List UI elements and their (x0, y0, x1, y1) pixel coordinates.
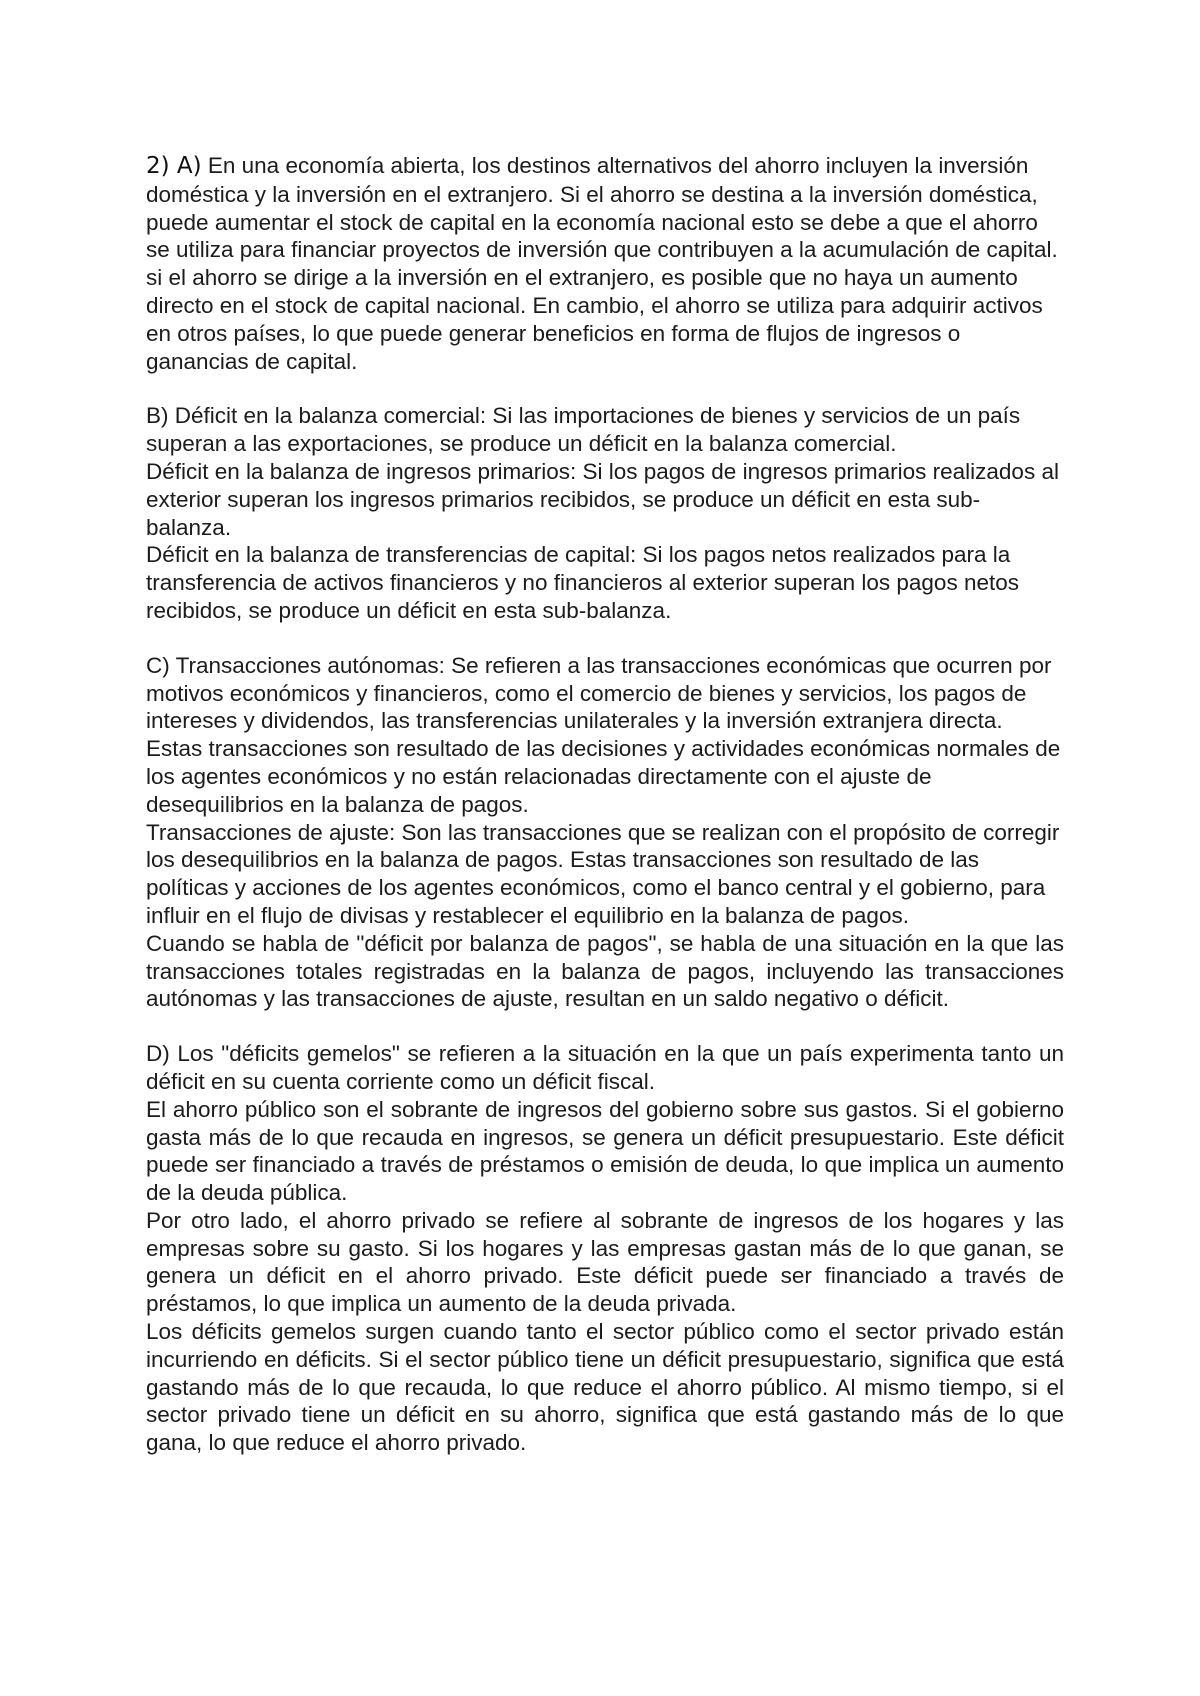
question-label: 2) A) (146, 153, 202, 179)
section-d-paragraph-4: Los déficits gemelos surgen cuando tanto el sector público como el sector privado están incurriendo en déficits. Si el sector público tiene un déficit presupuestario, significa que está gastando más de lo que recauda, lo que reduce el ahorro público. Al mismo tiempo, si el sector privado tiene un déficit en su ahorro, significa que está gastando más de lo que gana, lo que reduce el ahorro privado. (146, 1319, 1064, 1456)
section-d-paragraph-1: D) Los "déficits gemelos" se refieren a la situación en la que un país experimenta tanto un déficit en su cuenta corriente como un déficit fiscal. (146, 1041, 1064, 1094)
section-c (146, 652, 1064, 1013)
section-d-paragraph-2: El ahorro público son el sobrante de ingresos del gobierno sobre sus gastos. Si el gobierno gasta más de lo que recauda en ingresos, se genera un déficit presupuestario. Este déficit puede ser financiado a través de préstamos o emisión de deuda, lo que implica un aumento de la deuda pública. (146, 1096, 1064, 1206)
section-c-paragraph-1: C) Transacciones autónomas: Se refieren a las transacciones económicas que ocurren por motivos económicos y financieros, como el comercio de bienes y servicios, los pagos de intereses y dividendos, las transferencias unilaterales y la inversión extranjera directa. Estas transacciones son resultado de las decisiones y actividades económicas normales de los agentes económicos y no están relacionadas directamente con el ajuste de desequilibrios en la balanza de pagos. (146, 652, 1061, 817)
section-a (146, 152, 1064, 375)
section-c-paragraph-2: Transacciones de ajuste: Son las transacciones que se realizan con el propósito de corregir los desequilibrios en la balanza de pagos. Estas transacciones son resultado de las políticas y acciones de los agentes económicos, como el banco central y el gobierno, para influir en el flujo de divisas y restablecer el equilibrio en la balanza de pagos. (146, 819, 1060, 928)
section-a-paragraph (146, 152, 1064, 375)
section-d-paragraph-3: Por otro lado, el ahorro privado se refiere al sobrante de ingresos de los hogares y las empresas sobre su gasto. Si los hogares y las empresas gastan más de lo que ganan, se genera un déficit en el ahorro privado. Este déficit puede ser financiado a través de préstamos, lo que implica un aumento de la deuda privada. (146, 1207, 1064, 1317)
section-b-paragraph-1: B) Déficit en la balanza comercial: Si las importaciones de bienes y servicios de un país superan a las exportaciones, se produce un déficit en la balanza comercial. (146, 403, 1021, 457)
section-b-paragraph-3: Déficit en la balanza de transferencias de capital: Si los pagos netos realizados para la transferencia de activos financieros y no financieros al exterior superan los pagos netos recibidos, se produce un déficit en esta sub-balanza. (146, 542, 1019, 623)
section-a-text: En una economía abierta, los destinos alternativos del ahorro incluyen la inversión doméstica y la inversión en el extranjero. Si el ahorro se destina a la inversión doméstica, puede aumentar el stock de capital en la economía nacional esto se debe a que el ahorro se utiliza para financiar proyectos de inversión que contribuyen a la acumulación de capital. si el ahorro se dirige a la inversión en el extranjero, es posible que no haya un aumento directo en el stock de capital nacional. En cambio, el ahorro se utiliza para adquirir activos en otros países, lo que puede generar beneficios en forma de flujos de ingresos o ganancias de capital. (146, 153, 1058, 374)
document-body (146, 152, 1064, 1484)
section-b-paragraph-2: Déficit en la balanza de ingresos primarios: Si los pagos de ingresos primarios realizados al exterior superan los ingresos primarios recibidos, se produce un déficit en esta sub-balanza. (146, 458, 1059, 540)
section-b (146, 402, 1064, 624)
section-d (146, 1040, 1064, 1457)
section-c-paragraph-3: Cuando se habla de "déficit por balanza de pagos", se habla de una situación en la que las transacciones totales registradas en la balanza de pagos, incluyendo las transacciones autónomas y las transacciones de ajuste, resultan en un saldo negativo o déficit. (146, 930, 1064, 1012)
